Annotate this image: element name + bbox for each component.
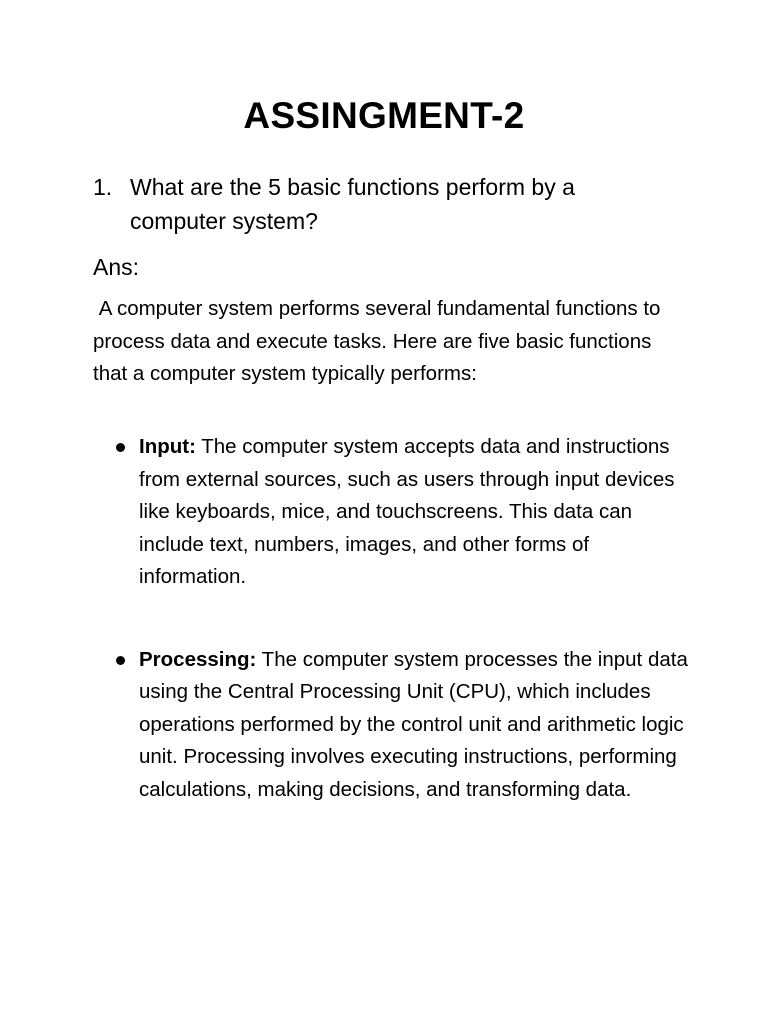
document-title: ASSINGMENT-2: [243, 95, 525, 136]
list-item-processing: [139, 644, 699, 807]
answer-label: Ans:: [93, 254, 140, 280]
list-item-text: The computer system processes the input data using the Central Processing Unit (CPU), which includes operations performed by the control unit and arithmetic logic unit. Processing involves executing instructions, performing calculations, making decisions, and transforming data.: [139, 647, 688, 801]
answer-intro-paragraph: A computer system performs several fundamental functions to process data and execute tasks. Here are five basic functions that a computer system typically performs:: [93, 297, 667, 385]
bullet-icon: [116, 443, 125, 452]
question-text-line1: What are the 5 basic functions perform by a: [130, 174, 575, 200]
function-list: [0, 431, 768, 806]
question-number: 1.: [93, 174, 113, 200]
bullet-icon: [116, 656, 125, 665]
list-item-term: Processing:: [139, 647, 257, 671]
question-text-line2: computer system?: [130, 208, 318, 234]
list-item-term: Input:: [139, 435, 196, 458]
question-1: [93, 170, 693, 238]
list-item-input: [139, 431, 699, 594]
list-item-text: The computer system accepts data and instructions from external sources, such as users through input devices like keyboards, mice, and touchscreens. This data can include text, numbers, images, and other forms of information.: [139, 435, 675, 588]
